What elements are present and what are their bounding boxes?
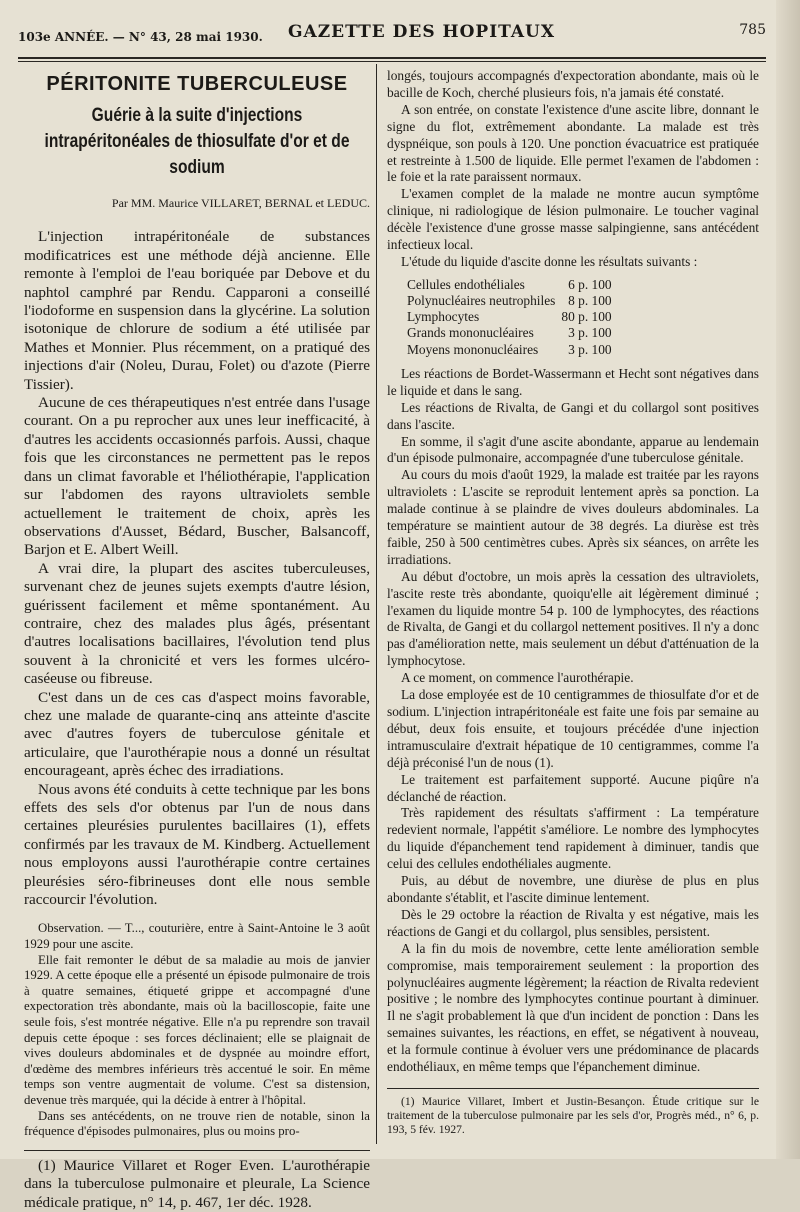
- observation-paragraph: Observation. — T..., couturière, entre à Saint-Antoine le 3 août 1929 pour une ascite.: [24, 921, 370, 952]
- left-column: [24, 68, 370, 1212]
- page-number: 785: [739, 22, 766, 38]
- paragraph: A son entrée, on constate l'existence d'une ascite libre, donnant le signe du flot, extrêmement abondante. La malade est très dyspnéique, son pouls à 120. Une ponction évacuatrice est pratiquée et restreinte à 1.500 de liquide. Elle permet l'examen de l'abdomen : le foie et la rate paraissent normaux.: [387, 101, 759, 185]
- result-label: Cellules endothéliales: [407, 276, 525, 292]
- footnote: (1) Maurice Villaret, Imbert et Justin-Besançon. Étude critique sur le traitement de la tuberculose pulmonaire par les sels d'or, Progrès méd., n° 6, p. 193, 5 fév. 1927.: [387, 1094, 759, 1136]
- footnote-separator: [387, 1088, 759, 1089]
- issue-info: 103e ANNÉE. — N° 43, 28 mai 1930.: [18, 30, 263, 44]
- result-value: 6 p. 100: [568, 276, 612, 292]
- header-rule-thin: [18, 61, 766, 62]
- observation-paragraph: Dans ses antécédents, on ne trouve rien de notable, sinon la fréquence d'épisodes pulmonaires, plus ou moins pro-: [24, 1108, 370, 1139]
- article-subtitle: Guérie à la suite d'injections intrapéritonéales de thiosulfate d'or et de sodium: [44, 105, 350, 179]
- result-label: Grands mononucléaires: [407, 325, 534, 341]
- paragraph: A ce moment, on commence l'aurothérapie.: [401, 670, 634, 686]
- result-value: 3 p. 100: [568, 341, 612, 357]
- paragraph: Le traitement est parfaitement supporté. Aucune piqûre n'a déclanché de réaction.: [387, 771, 759, 804]
- result-label: Lymphocytes: [407, 309, 480, 325]
- result-value: 3 p. 100: [568, 325, 612, 341]
- paragraph: En somme, il s'agit d'une ascite abondante, apparue au lendemain d'un épisode pulmonaire, accompagnée d'une tuberculose génitale.: [387, 433, 759, 466]
- paragraph: Les réactions de Rivalta, de Gangi et du collargol sont positives dans l'ascite.: [387, 399, 759, 432]
- table-row: [407, 277, 612, 293]
- journal-title: GAZETTE DES HOPITAUX: [288, 22, 556, 42]
- paragraph: Au cours du mois d'août 1929, la malade est traitée par les rayons ultraviolets : L'ascite se reproduit lentement après sa ponction. La malade continue à se plaindre de vives douleurs abdominales. La température se maintient autour de 38 degrés. La diurèse est très faible, 250 à 500 centimètres cubes. Après six séances, on arrête les irradiations.: [387, 467, 759, 567]
- table-row: [407, 342, 612, 358]
- paragraph: C'est dans un de ces cas d'aspect moins favorable, chez une malade de quarante-cinq ans atteinte d'ascite avec d'autres foyers de tuberculose génitale et articulaire, que l'aurothérapie nous a donné un résultat encourageant, après échec des irradiations.: [24, 688, 370, 780]
- paragraph: longés, toujours accompagnés d'expectoration abondante, mais où le bacille de Koch, cherché plusieurs fois, n'a jamais été constaté.: [387, 68, 759, 100]
- right-column: [387, 68, 759, 1137]
- paragraph: Les réactions de Bordet-Wassermann et Hecht sont négatives dans le liquide et dans le sang.: [387, 365, 759, 398]
- paragraph: A la fin du mois de novembre, cette lente amélioration semble compromise, mais temporairement seulement : la proportion des polynucléaires augmente légèrement; la réaction de Rivalta redevient positive ; le nombre des lymphocytes continue pourtant à diminuer. Il ne s'agit probablement là que d'un incident de ponction : Dans les semaines suivantes, les réactions, en effet, se négativent à nouveau, et la formule continue à évoluer vers une prédominance de placards endothéliaux, en même temps que l'épanchement diminue.: [387, 940, 759, 1075]
- table-row: [407, 309, 612, 325]
- article-title: PÉRITONITE TUBERCULEUSE: [46, 73, 348, 95]
- table-row: [407, 293, 612, 309]
- header-rule: [18, 57, 766, 59]
- footnote: (1) Maurice Villaret et Roger Even. L'aurothérapie dans la tuberculose pulmonaire et pleurale, La Science médicale pratique, n° 14, p. 467, 1er déc. 1928.: [24, 1156, 370, 1211]
- paragraph: Aucune de ces thérapeutiques n'est entrée dans l'usage courant. On a pu reprocher aux unes leur inefficacité, à d'autres les accidents occasionnés parfois. Aussi, chaque fois que les circonstances ne permettent pas le repos dans un climat favorable et l'héliothérapie, l'application sur l'abdomen des rayons ultraviolets semble actuellement le traitement de choix, après les observations d'Ausset, Bédard, Buscher, Balsancoff, Barjon et E. Albert Weill.: [24, 394, 370, 559]
- result-label: Polynucléaires neutrophiles: [407, 293, 556, 309]
- paragraph: L'étude du liquide d'ascite donne les résultats suivants :: [401, 253, 698, 269]
- result-value: 8 p. 100: [568, 293, 612, 309]
- paragraph: A vrai dire, la plupart des ascites tuberculeuses, survenant chez de jeunes sujets exempts d'autre lésion, guérissent facilement et même spontanément. Au contraire, chez des malades plus âgés, présentant d'autres localisations bacillaires, l'évolution tend plus souvent à la chronicité et vers les formes ulcéro-caséeuse ou fibreuse.: [24, 559, 370, 688]
- observation-paragraph: Elle fait remonter le début de sa maladie au mois de janvier 1929. A cette époque elle a présenté un épisode pulmonaire de trois à quatre semaines, étiqueté grippe et accompagné d'une expectoration très abondante, mais où la bacilloscopie, faite une seule fois, s'est montrée négative. Elle n'a pu reprendre son travail depuis cette époque : ses forces déclinaient; elle se plaignait de vives douleurs abdominales et de dyspnée au moindre effort, d'œdème des membres inférieurs très accentué le soir. En même temps son ventre augmentait de volume. C'est sa distension, devenue très marquée, qui la décide à entrer à l'hôpital.: [24, 952, 370, 1107]
- result-value: 80 p. 100: [561, 309, 612, 325]
- page-edge-shadow: [776, 0, 800, 1159]
- article-author: Par MM. Maurice VILLARET, BERNAL et LEDUC.: [111, 196, 370, 211]
- page-header: [18, 22, 766, 56]
- paragraph: Dès le 29 octobre la réaction de Rivalta y est négative, mais les réactions de Gangi et du collargol, plus sensibles, persistent.: [387, 906, 759, 939]
- column-divider: [376, 64, 377, 1144]
- table-row: [407, 325, 612, 341]
- paragraph: Très rapidement des résultats s'affirment : La température redevient normale, l'appétit s'améliore. Le nombre des lymphocytes du liquide d'épanchement tend rapidement à diminuer, tandis que celui des cellules endothéliales augmente.: [387, 805, 759, 872]
- paragraph: La dose employée est de 10 centigrammes de thiosulfate d'or et de sodium. L'injection intrapéritonéale est faite une fois par semaine au début, deux fois ensuite, et toujours précédée d'une injection intramusculaire d'extrait hépatique de 10 centigrammes, comme l'a déjà préconisé l'un de nous (1).: [387, 687, 759, 770]
- paragraph: Nous avons été conduits à cette technique par les bons effets des sels d'or obtenus par l'un de nous dans certaines pleurésies purulentes bacillaires (1), effets confirmés par les travaux de M. Kindberg. Actuellement nous employons aussi l'aurothérapie contre certaines pleurésies séro-fibrineuses dont elle nous semble raccourcir l'évolution.: [24, 780, 370, 909]
- results-table: [407, 277, 612, 358]
- paragraph: L'injection intrapéritonéale de substances modificatrices est une méthode déjà ancienne. Elle remonte à l'emploi de l'eau boriquée par Debove et du naphtol camphré par Rendu. Capparoni a conseillé l'iodoforme en suspension dans la glycérine. La solution isotonique de chlorure de sodium a été utilisée par Mathes et Monnier. Plus récemment, on a pratiqué des injections d'air (Noleu, Durau, Folet) ou d'azote (Pierre Tissier).: [24, 228, 370, 393]
- result-label: Moyens mononucléaires: [407, 341, 539, 357]
- observation-section: [24, 921, 370, 1139]
- paragraph: L'examen complet de la malade ne montre aucun symptôme clinique, ni radiologique de lésion pulmonaire. Le toucher vaginal décèle l'existence d'une grosse masse salpingienne, sans antécédent infectieux local.: [387, 186, 759, 253]
- footnote-separator: [24, 1150, 370, 1151]
- paragraph: Au début d'octobre, un mois après la cessation des ultraviolets, l'ascite reste très abondante, quoiqu'elle ait légèrement diminué ; l'examen du liquide montre 54 p. 100 de lymphocytes, des réactions de Rivalta, de Gangi et du collargol nettement positives. Il n'y a donc pas d'amélioration nette, mais seulement un début d'atténuation de la lymphocytose.: [387, 568, 759, 669]
- paragraph: Puis, au début de novembre, une diurèse de plus en plus abondante s'établit, et l'ascite diminue lentement.: [387, 873, 759, 905]
